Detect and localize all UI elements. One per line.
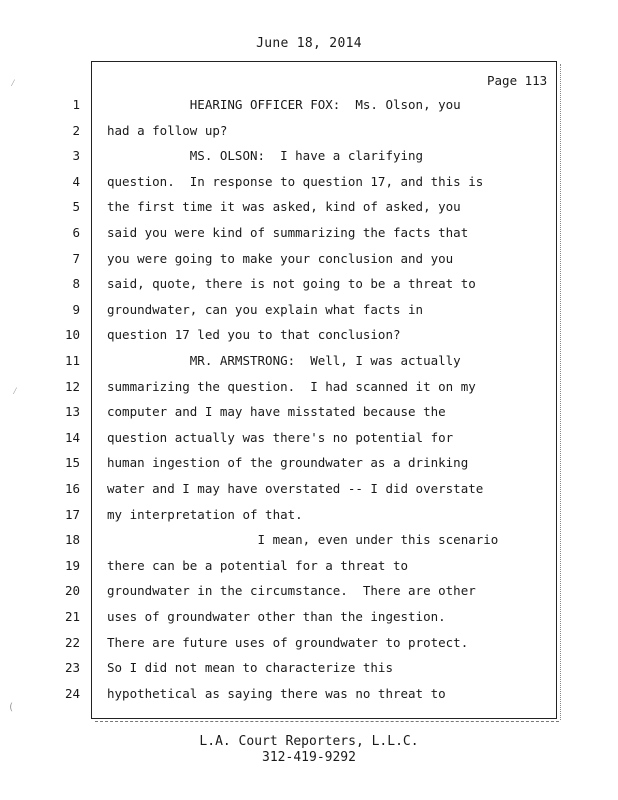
transcript-line-text: water and I may have overstated -- I did overstate — [107, 481, 484, 496]
line-number: 18 — [64, 532, 80, 548]
transcript-line-text: HEARING OFFICER FOX: Ms. Olson, you — [107, 97, 461, 112]
transcript-line-text: the first time it was asked, kind of asked, you — [107, 199, 461, 215]
frame-bottom-edge — [95, 718, 559, 722]
scan-mark: ⁄ — [12, 386, 19, 397]
line-number: 6 — [72, 225, 80, 240]
transcript-line-text: question 17 led you to that conclusion? — [107, 327, 401, 343]
line-number: 14 — [64, 429, 80, 445]
line-number: 15 — [64, 455, 80, 471]
line-number: 24 — [64, 685, 80, 701]
line-number: 19 — [64, 557, 80, 573]
scan-mark: ⁄ — [10, 78, 17, 89]
line-number: 11 — [64, 353, 80, 368]
frame-right-edge — [560, 64, 563, 720]
line-number: 13 — [64, 404, 80, 420]
line-number: 7 — [72, 250, 80, 266]
transcript-line-text: had a follow up? — [107, 122, 228, 138]
header-date: June 18, 2014 — [256, 36, 362, 51]
transcript-line-text: question actually was there's no potential for — [107, 429, 454, 445]
transcript-line-text: There are future uses of groundwater to protect. — [107, 634, 469, 650]
transcript-line-text: said, quote, there is not going to be a threat to — [107, 276, 476, 292]
line-number: 22 — [64, 634, 80, 650]
line-number: 2 — [72, 122, 80, 138]
line-number: 8 — [72, 276, 80, 292]
transcript-line-text: said you were kind of summarizing the facts that — [107, 225, 469, 240]
page-number-label: Page 113 — [487, 73, 548, 88]
transcript-line-text: my interpretation of that. — [107, 506, 303, 522]
line-number: 17 — [64, 506, 80, 522]
transcript-line-text: groundwater, can you explain what facts in — [107, 301, 424, 317]
transcript-line-text: question. In response to question 17, and this is — [107, 173, 484, 189]
transcript-line-text: computer and I may have misstated because the — [107, 404, 446, 420]
line-number: 21 — [64, 609, 80, 624]
line-number: 3 — [72, 148, 80, 164]
scan-mark: ( — [8, 702, 15, 713]
line-number: 1 — [72, 97, 80, 112]
line-number: 10 — [64, 327, 80, 343]
line-number: 20 — [64, 583, 80, 599]
transcript-line-text: uses of groundwater other than the ingestion. — [107, 609, 446, 624]
transcript-line-text: human ingestion of the groundwater as a drinking — [107, 455, 469, 471]
line-number: 4 — [72, 173, 80, 189]
footer-phone: 312-419-9292 — [262, 750, 356, 765]
transcript-line-text: MS. OLSON: I have a clarifying — [107, 148, 424, 164]
line-number: 9 — [72, 301, 80, 317]
footer-company: L.A. Court Reporters, L.L.C. — [199, 734, 419, 749]
transcript-line-text: summarizing the question. I had scanned it on my — [107, 378, 476, 394]
transcript-line-text: So I did not mean to characterize this — [107, 660, 393, 676]
transcript-line-text: there can be a potential for a threat to — [107, 557, 409, 573]
line-number: 23 — [64, 660, 80, 676]
line-number: 16 — [64, 481, 80, 496]
transcript-line-text: you were going to make your conclusion and you — [107, 250, 454, 266]
transcript-line-text: hypothetical as saying there was no threat to — [107, 685, 446, 701]
transcript-line-text: groundwater in the circumstance. There are other — [107, 583, 476, 599]
line-number: 12 — [64, 378, 80, 394]
line-number: 5 — [72, 199, 80, 215]
transcript-line-text: MR. ARMSTRONG: Well, I was actually — [107, 353, 461, 368]
transcript-line-text: I mean, even under this scenario — [107, 532, 499, 548]
